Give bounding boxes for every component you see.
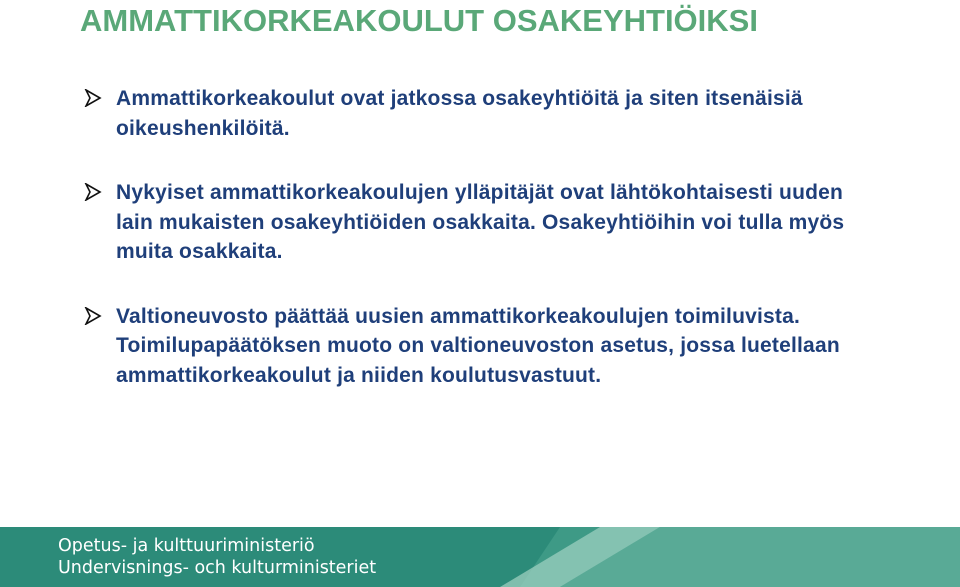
arrowhead-bullet-icon bbox=[84, 183, 102, 201]
bullet-item bbox=[84, 84, 884, 143]
bullet-text: Valtioneuvosto päättää uusien ammattikorkeakoulujen toimiluvista. Toimilupapäätöksen muoto on valtioneuvoston asetus, jossa luetellaan ammattikorkeakoulut ja niiden koulutusvastuut. bbox=[116, 304, 840, 387]
bullet-text: Ammattikorkeakoulut ovat jatkossa osakeyhtiöitä ja siten itsenäisiä oikeushenkilöitä. bbox=[116, 87, 803, 140]
bullet-list bbox=[84, 84, 884, 390]
bullet-text: Nykyiset ammattikorkeakoulujen ylläpitäjät ovat lähtökohtaisesti uuden lain mukaisten osakeyhtiöiden osakkaita. Osakeyhtiöihin voi tulla myös muita osakkaita. bbox=[116, 181, 845, 263]
arrowhead-bullet-icon bbox=[84, 307, 102, 325]
slide-title: AMMATTIKORKEAKOULUT OSAKEYHTIÖIKSI bbox=[80, 3, 758, 38]
footer-band bbox=[0, 527, 960, 587]
arrowhead-bullet-icon bbox=[84, 89, 102, 107]
footer-line-finnish: Opetus- ja kulttuuriministeriö bbox=[58, 536, 315, 556]
bullet-item bbox=[84, 178, 884, 267]
footer-text bbox=[58, 535, 376, 579]
footer-line-swedish: Undervisnings- och kulturministeriet bbox=[58, 558, 377, 578]
bullet-item bbox=[84, 302, 884, 391]
